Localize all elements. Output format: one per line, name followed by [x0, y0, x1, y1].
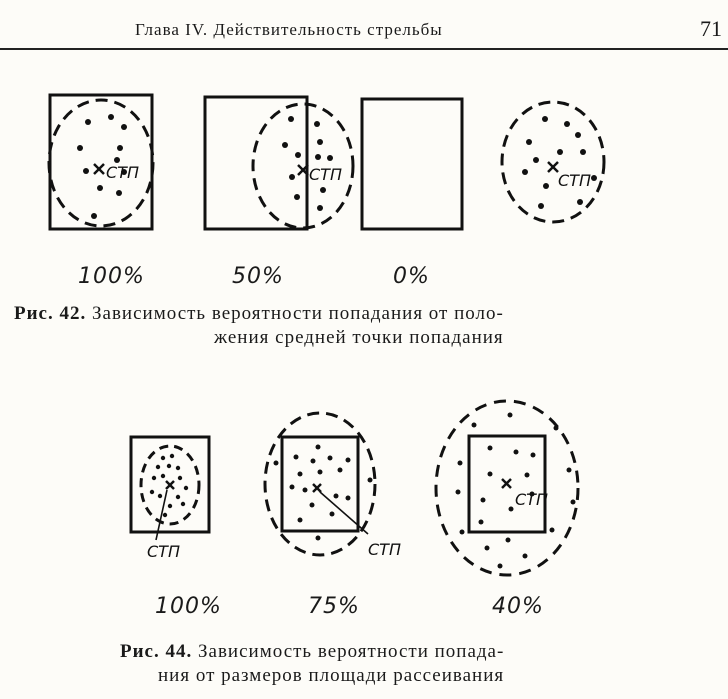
fig42-panel-1: [49, 95, 153, 229]
fig42-percent-3: 0%: [393, 264, 430, 289]
fig42-caption: [14, 302, 714, 350]
fig42-caption-line1: Зависимость вероятности попадания от поло-: [92, 303, 504, 324]
fig44-caption-line1: Зависимость вероятности попада-: [198, 641, 505, 662]
fig44-percent-1: 100%: [155, 594, 222, 619]
fig44-caption-line2: ния от размеров площади рассеивания: [158, 665, 505, 686]
fig42-dispersion-4: [502, 102, 604, 222]
page-number: 71: [700, 16, 722, 41]
fig42-percent-1: 100%: [78, 264, 145, 289]
fig44-stp-label-1: СТП: [147, 542, 180, 561]
fig44-percent-3: 40%: [492, 594, 544, 619]
fig44-caption-number: Рис. 44.: [120, 641, 193, 662]
fig42-caption-number: Рис. 42.: [14, 303, 87, 324]
fig42-panel-4: [502, 102, 604, 222]
chapter-title: Глава IV. Действительность стрельбы: [135, 20, 443, 39]
fig42-caption-line2: жения средней точки попадания: [214, 327, 504, 348]
fig42-target-3: [362, 99, 462, 229]
fig42-stp-label-1: СТП: [106, 163, 139, 182]
fig44-percent-2: 75%: [308, 594, 360, 619]
fig42-percent-2: 50%: [232, 264, 284, 289]
fig44-caption: [120, 640, 680, 688]
fig44-stp-label-3: СТП: [515, 490, 548, 509]
fig42-stp-label-4: СТП: [558, 171, 591, 190]
fig42-panel-2: [205, 97, 353, 229]
fig44-stp-label-2: СТП: [368, 540, 401, 559]
fig42-stp-label-2: СТП: [309, 165, 342, 184]
fig42-panel-3: [362, 99, 462, 229]
